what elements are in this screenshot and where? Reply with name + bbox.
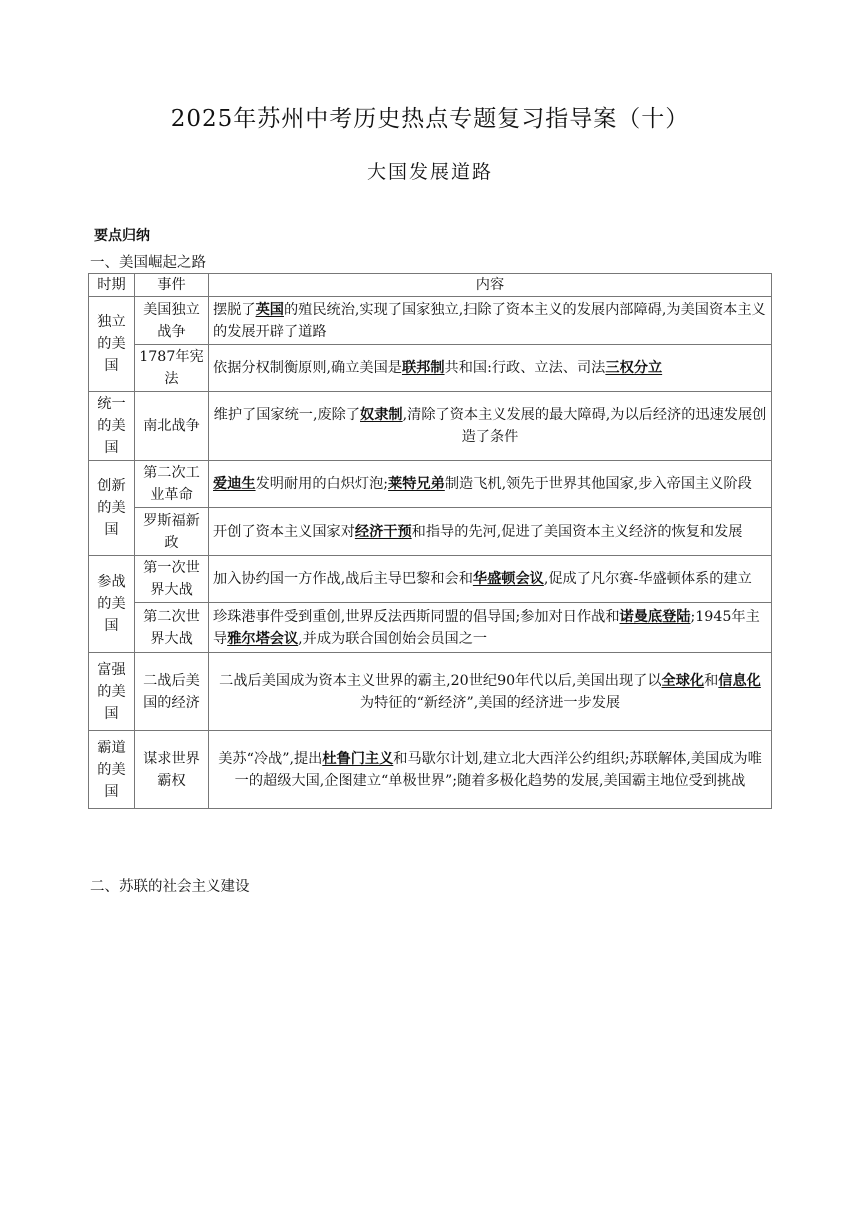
header-event: 事件 [135, 274, 209, 297]
keyword-term: 奴隶制 [360, 407, 403, 423]
content-cell [209, 345, 772, 392]
event-cell: 1787年宪法 [135, 345, 209, 392]
keyword-term: 莱特兄弟 [388, 476, 445, 492]
content-cell [209, 653, 772, 731]
keyword-term: 联邦制 [401, 360, 445, 376]
content-cell [209, 508, 772, 556]
content-text: 为特征的“新经济”,美国的经济进一步发展 [359, 694, 621, 711]
period-cell: 统一的美国 [89, 392, 135, 461]
content-text: 和指导的先河,促进了美国资本主义经济的恢复和发展 [411, 523, 743, 540]
content-text: 维护了国家统一,废除了 [213, 407, 361, 423]
event-cell: 南北战争 [135, 392, 209, 461]
content-text: 共和国:行政、立法、司法 [444, 360, 606, 376]
table-body [89, 297, 772, 809]
table-row [89, 461, 772, 508]
keyword-term: 经济干预 [354, 523, 412, 540]
content-text: 加入协约国一方作战,战后主导巴黎和会和 [213, 571, 473, 587]
keyword-term: 雅尔塔会议 [227, 630, 299, 647]
header-period: 时期 [89, 274, 135, 297]
content-cell [209, 556, 772, 603]
content-text: 依据分权制衡原则,确立美国是 [213, 360, 402, 376]
table-row [89, 731, 772, 809]
content-text: 二战后美国成为资本主义世界的霸主,20世纪90年代以后,美国出现了以 [219, 672, 662, 689]
section-heading-ussr-construction: 二、苏联的社会主义建设 [90, 879, 250, 895]
event-cell: 二战后美国的经济 [135, 653, 209, 731]
content-text: 开创了资本主义国家对 [213, 523, 355, 540]
page-subtitle: 大国发展道路 [366, 161, 493, 183]
event-cell: 罗斯福新政 [135, 508, 209, 556]
keyword-term: 杜鲁门主义 [322, 750, 394, 767]
content-text: 的殖民统治,实现了国家独立,扫除了资本主义的发展内部障碍,为美国资本主义的发展开辟了道路 [213, 301, 766, 340]
content-text: 和马歇尔计划,建立北大西洋公约组织;苏联解体,美国成为唯一的超级大国,企图建立“单极世界”;随着多极化趋势的发展,美国霸主地位受到挑战 [234, 750, 762, 789]
keyword-term: 华盛顿会议 [472, 571, 544, 587]
usa-rise-table [88, 273, 772, 809]
period-cell: 参战的美国 [89, 556, 135, 653]
keyword-term: 爱迪生 [213, 476, 256, 492]
table-row [89, 508, 772, 556]
table-row [89, 653, 772, 731]
keyword-term: 诺曼底登陆 [619, 608, 691, 625]
content-text: 美苏“冷战”,提出 [218, 750, 323, 767]
event-cell: 谋求世界霸权 [135, 731, 209, 809]
content-text: ,促成了凡尔赛-华盛顿体系的建立 [543, 571, 752, 587]
period-cell: 富强的美国 [89, 653, 135, 731]
content-cell [209, 297, 772, 345]
content-text: ;1945年主导 [213, 608, 760, 647]
period-cell: 创新的美国 [89, 461, 135, 556]
content-text: ,清除了资本主义发展的最大障碍,为以后经济的迅速发展创造了条件 [402, 407, 767, 445]
period-cell: 霸道的美国 [89, 731, 135, 809]
content-text: 制造飞机,领先于世界其他国家,步入帝国主义阶段 [444, 476, 752, 492]
table-row [89, 603, 772, 653]
table-row [89, 392, 772, 461]
keyword-term: 三权分立 [605, 360, 663, 376]
keyword-term: 信息化 [718, 672, 761, 689]
keyword-term: 英国 [255, 301, 284, 318]
content-text: ,并成为联合国创始会员国之一 [298, 630, 488, 647]
table-row [89, 297, 772, 345]
content-text: 珍珠港事件受到重创,世界反法西斯同盟的倡导国;参加对日作战和 [213, 608, 620, 625]
page-title: 2025年苏州中考历史热点专题复习指导案（十） [170, 106, 690, 132]
content-text: 摆脱了 [213, 301, 256, 318]
period-cell: 独立的美国 [89, 297, 135, 392]
content-cell [209, 392, 772, 461]
content-cell [209, 461, 772, 508]
event-cell: 美国独立战争 [135, 297, 209, 345]
table-row [89, 345, 772, 392]
event-cell: 第二次工业革命 [135, 461, 209, 508]
content-text: 发明耐用的白炽灯泡; [255, 476, 389, 492]
table-header-row [89, 274, 772, 297]
section-heading-usa-rise: 一、美国崛起之路 [90, 255, 206, 271]
keyword-term: 全球化 [661, 672, 705, 689]
content-cell [209, 603, 772, 653]
event-cell: 第二次世界大战 [135, 603, 209, 653]
header-content: 内容 [209, 274, 772, 297]
content-text: 和 [704, 672, 719, 689]
event-cell: 第一次世界大战 [135, 556, 209, 603]
content-cell [209, 731, 772, 809]
table-row [89, 556, 772, 603]
summary-heading: 要点归纳 [94, 228, 150, 244]
